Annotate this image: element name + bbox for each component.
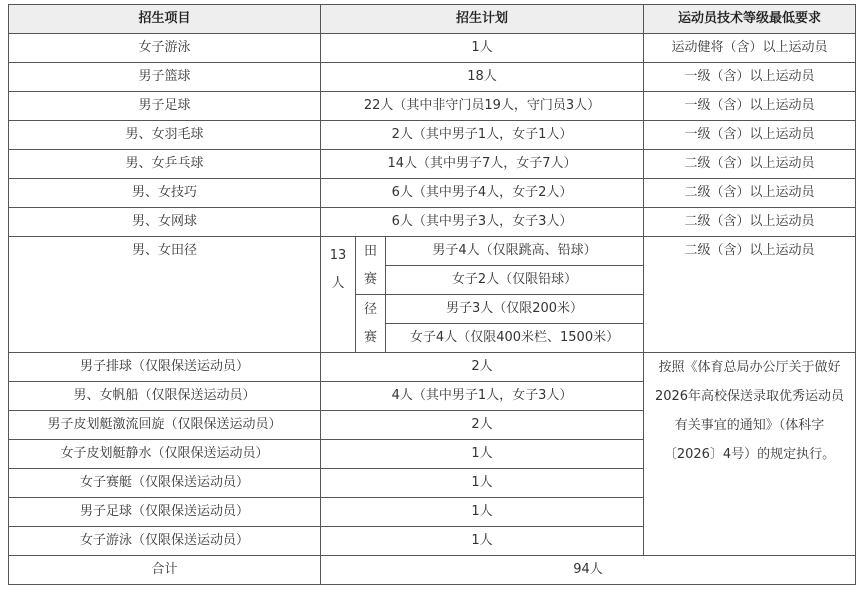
project-cell: 男、女羽毛球 [9,121,321,150]
table-row [9,150,856,179]
plan-cell: 1人 [321,498,644,527]
table-row [9,92,856,121]
field-events-label-cell [356,237,386,295]
requirement-cell: 二级（含）以上运动员 [644,208,856,237]
project-cell: 男子篮球 [9,63,321,92]
plan-cell: 6人（其中男子3人，女子3人） [321,208,644,237]
plan-cell: 4人（其中男子1人，女子3人） [321,382,644,411]
track-event-item: 女子4人（仅限400米栏、1500米） [386,324,644,353]
plan-cell: 2人 [321,411,644,440]
project-cell: 女子皮划艇静水（仅限保送运动员） [9,440,321,469]
project-cell: 男子足球（仅限保送运动员） [9,498,321,527]
header-project: 招生项目 [9,5,321,34]
field-event-item: 男子4人（仅限跳高、铅球） [386,237,644,266]
requirement-cell: 一级（含）以上运动员 [644,92,856,121]
total-row [9,556,856,585]
project-cell: 男、女技巧 [9,179,321,208]
requirement-cell: 二级（含）以上运动员 [644,150,856,179]
header-row [9,5,856,34]
plan-cell: 1人 [321,34,644,63]
field-events-char1: 田 [363,243,377,259]
track-event-item: 男子3人（仅限200米） [386,295,644,324]
project-cell: 男、女乒乓球 [9,150,321,179]
plan-cell: 1人 [321,527,644,556]
table-row [9,34,856,63]
table-row [9,208,856,237]
field-event-item: 女子2人（仅限铅球） [386,266,644,295]
project-cell: 男子排球（仅限保送运动员） [9,353,321,382]
recruitment-table-container [8,4,856,585]
track-events-label-cell [356,295,386,353]
athletics-requirement-cell: 二级（含）以上运动员 [644,237,856,353]
plan-cell: 2人 [321,353,644,382]
table-row [9,179,856,208]
guaranteed-note-cell: 按照《体育总局办公厅关于做好2026年高校保送录取优秀运动员有关事宜的通知》（体科字〔2026〕4号）的规定执行。 [644,353,856,556]
athletics-count-unit: 人 [331,276,345,291]
requirement-cell: 一级（含）以上运动员 [644,121,856,150]
header-plan: 招生计划 [321,5,644,34]
table-row [9,121,856,150]
table-row [9,63,856,92]
requirement-cell: 二级（含）以上运动员 [644,179,856,208]
athletics-row [9,237,856,266]
requirement-cell: 运动健将（含）以上运动员 [644,34,856,63]
plan-cell: 2人（其中男子1人，女子1人） [321,121,644,150]
project-cell: 男、女网球 [9,208,321,237]
track-events-char2: 赛 [363,329,377,345]
project-cell: 女子游泳（仅限保送运动员） [9,527,321,556]
header-requirement: 运动员技术等级最低要求 [644,5,856,34]
project-cell: 男子皮划艇激流回旋（仅限保送运动员） [9,411,321,440]
plan-cell: 18人 [321,63,644,92]
project-cell: 女子游泳 [9,34,321,63]
plan-cell: 1人 [321,440,644,469]
table-row [9,353,856,382]
project-cell: 男、女帆船（仅限保送运动员） [9,382,321,411]
plan-cell: 14人（其中男子7人，女子7人） [321,150,644,179]
plan-cell: 1人 [321,469,644,498]
total-label: 合计 [9,556,321,585]
requirement-cell: 一级（含）以上运动员 [644,63,856,92]
plan-cell: 22人（其中非守门员19人，守门员3人） [321,92,644,121]
athletics-count-number: 13 [329,248,347,263]
total-value: 94人 [321,556,856,585]
project-cell: 女子赛艇（仅限保送运动员） [9,469,321,498]
field-events-char2: 赛 [363,271,377,287]
athletics-project-cell: 男、女田径 [9,237,321,353]
recruitment-table [8,4,856,585]
track-events-char1: 径 [363,301,377,317]
athletics-count-cell [321,237,356,353]
project-cell: 男子足球 [9,92,321,121]
plan-cell: 6人（其中男子4人，女子2人） [321,179,644,208]
